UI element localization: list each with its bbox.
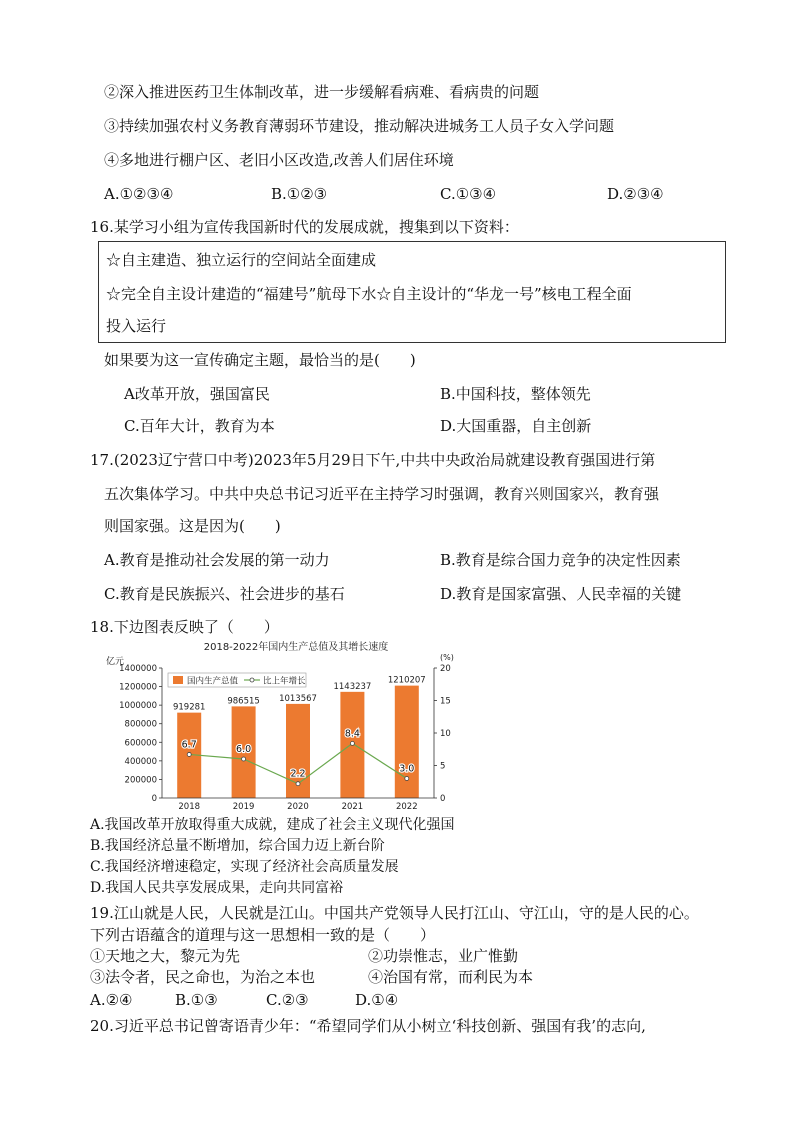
- right-tick-label: 10: [440, 729, 451, 739]
- q19-option-c: C.②③: [266, 991, 309, 1009]
- legend-label-growth: 比上年增长: [263, 676, 306, 687]
- q15-item-4: ④多地进行棚户区、老旧小区改造,改善人们居住环境: [104, 151, 454, 169]
- x-tick-label: 2018: [178, 802, 201, 812]
- q16-box-line-2: ☆完全自主设计建造的“福建号”航母下水☆自主设计的“华龙一号”核电工程全面: [106, 285, 632, 303]
- q16-option-d: D.大国重器，自主创新: [440, 417, 592, 435]
- right-tick-label: 5: [440, 761, 446, 772]
- x-tick-label: 2020: [287, 802, 309, 812]
- left-tick-label: 0: [151, 794, 157, 804]
- q15-option-b: B.①②③: [271, 185, 328, 203]
- q19-item-1: ①天地之大，黎元为先: [90, 947, 241, 965]
- q18-stem: 18.下边图表反映了（ ）: [90, 618, 279, 636]
- q16-stem: 16.某学习小组为宣传我国新时代的发展成就，搜集到以下资料：: [90, 218, 519, 236]
- right-tick-label: 0: [440, 794, 446, 804]
- q15-option-a: A.①②③④: [104, 185, 174, 203]
- q17-option-c: C.教育是民族振兴、社会进步的基石: [104, 585, 345, 603]
- gdp-bar-label: 919281: [172, 702, 206, 713]
- q17-stem-line-1: 17.(2023辽宁营口中考)2023年5月29日下午,中共中央政治局就建设教育强国进行第: [90, 451, 656, 469]
- x-tick-label: 2022: [395, 802, 418, 812]
- growth-point: [242, 757, 246, 761]
- q16-question: 如果要为这一宣传确定主题，最恰当的是( ): [104, 351, 416, 369]
- q17-option-a: A.教育是推动社会发展的第一动力: [104, 551, 330, 569]
- left-tick-label: 200000: [124, 775, 157, 786]
- q19-stem-line-2: 下列古语蕴含的道理与这一思想相一致的是（ ）: [90, 926, 436, 944]
- growth-point: [296, 782, 300, 786]
- q18-option-a: A.我国改革开放取得重大成就，建成了社会主义现代化强国: [90, 817, 455, 833]
- growth-label: 8.4: [344, 728, 360, 740]
- gdp-bar-label: 986515: [227, 696, 260, 707]
- q15-option-d: D.②③④: [607, 185, 664, 203]
- left-tick-label: 400000: [124, 756, 157, 767]
- q16-box-line-3: 投入运行: [106, 317, 167, 335]
- q16-option-b: B.中国科技，整体领先: [440, 385, 591, 403]
- growth-point: [350, 741, 354, 745]
- q16-box-line-1: ☆自主建造、独立运行的空间站全面建成: [106, 251, 377, 269]
- q19-item-4: ④治国有常，而利民为本: [368, 968, 534, 986]
- q20-stem: 20.习近平总书记曾寄语青少年：“希望同学们从小树立‘科技创新、强国有我’的志向,: [90, 1017, 646, 1035]
- gdp-chart: [92, 638, 462, 814]
- q15-item-3: ③持续加强农村义务教育薄弱环节建设，推动解决进城务工人员子女入学问题: [104, 117, 615, 135]
- left-tick-label: 1000000: [119, 701, 157, 712]
- q16-option-a: A改革开放，强国富民: [124, 385, 270, 403]
- legend-marker-growth: [250, 678, 254, 682]
- gdp-bar-label: 1143237: [333, 681, 372, 692]
- right-axis-unit: (%): [440, 653, 454, 662]
- left-tick-label: 1200000: [119, 682, 157, 693]
- q18-option-b: B.我国经济总量不断增加，综合国力迈上新台阶: [90, 838, 385, 854]
- right-tick-label: 15: [440, 696, 451, 707]
- growth-label: 2.2: [290, 768, 306, 780]
- q19-option-b: B.①③: [175, 991, 218, 1009]
- growth-label: 6.0: [236, 744, 252, 755]
- legend-swatch-gdp: [173, 676, 183, 684]
- growth-label: 3.0: [399, 763, 415, 775]
- gdp-bar-label: 1013567: [279, 693, 317, 704]
- q17-option-d: D.教育是国家富强、人民幸福的关键: [440, 585, 682, 603]
- q15-item-2: ②深入推进医药卫生体制改革，进一步缓解看病难、看病贵的问题: [104, 83, 540, 101]
- q15-option-c: C.①③④: [440, 185, 497, 203]
- chart-title: 2018-2022年国内生产总值及其增长速度: [203, 642, 389, 653]
- q19-item-3: ③法令者，民之命也，为治之本也: [90, 968, 316, 986]
- left-tick-label: 1400000: [119, 664, 157, 674]
- legend-label-gdp: 国内生产总值: [187, 676, 239, 687]
- gdp-bar-label: 1210207: [387, 675, 426, 686]
- left-tick-label: 800000: [124, 719, 157, 730]
- left-tick-label: 600000: [124, 738, 157, 749]
- q19-option-d: D.①④: [355, 991, 399, 1009]
- q18-option-d: D.我国人民共享发展成果，走向共同富裕: [90, 880, 344, 896]
- gdp-bar: [395, 686, 419, 798]
- q18-option-c: C.我国经济增速稳定，实现了经济社会高质量发展: [90, 859, 399, 875]
- x-tick-label: 2021: [341, 802, 364, 812]
- q17-stem-line-3: 则国家强。这是因为( ): [104, 517, 281, 535]
- right-tick-label: 20: [440, 664, 451, 674]
- growth-point: [405, 777, 409, 781]
- q17-option-b: B.教育是综合国力竞争的决定性因素: [440, 551, 681, 569]
- q19-stem-line-1: 19.江山就是人民，人民就是江山。中国共产党领导人民打江山、守江山，守的是人民的心。: [90, 904, 699, 922]
- x-tick-label: 2019: [232, 802, 255, 812]
- growth-label: 6.7: [181, 739, 197, 751]
- q17-stem-line-2: 五次集体学习。中共中央总书记习近平在主持学习时强调，教育兴则国家兴，教育强: [104, 485, 660, 503]
- q19-item-2: ②功崇惟志，业广惟勤: [368, 947, 519, 965]
- q16-option-c: C.百年大计，教育为本: [124, 417, 275, 435]
- left-axis-unit: 亿元: [106, 657, 125, 667]
- q19-option-a: A.②④: [90, 991, 133, 1009]
- growth-point: [187, 752, 191, 756]
